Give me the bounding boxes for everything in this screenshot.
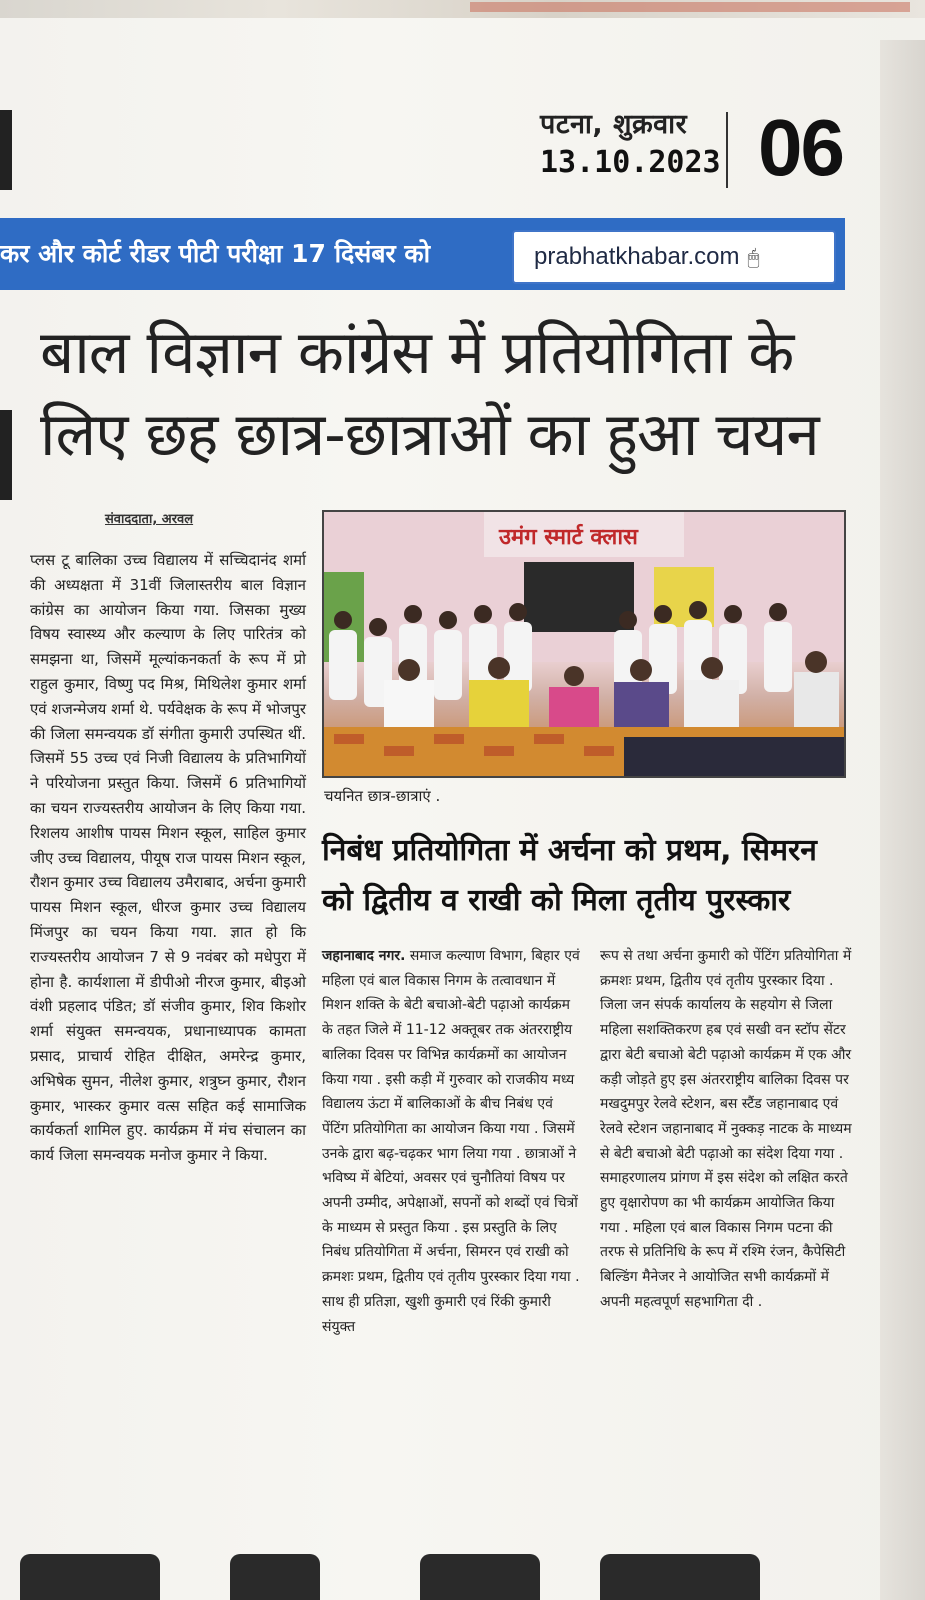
story1-body: प्लस टू बालिका उच्च विद्यालय में सच्चिदानंद शर्मा की अध्यक्षता में 31वीं जिलास्तरीय बाल विज्ञान कांग्रेस का आयोजन किया गया. जिसका मुख्य विषय स्वास्थ्य और कल्याण के लिए पारितंत्र को समझना था, जिसमें मूल्यांकनकर्ता के रूप में प्रो राहुल कुमार, विष्णु पद मिश्र, मिथिलेश कुमार शर्मा एवं शजन्मेजय शर्मा थे. पर्यवेक्षक के रूप में भोजपुर की जिला समन्वयक डॉ संगीता कुमारी उपस्थित थीं. जिसमें 55 उच्च एवं निजी विद्यालय के प्रतिभागियों ने परियोजना प्रस्तुत किया. जिसमें 6 प्रतिभागियों का चयन राज्यस्तरीय आयोजन के लिए किया गया. रिशलय आशीष पायस मिशन स्कूल, साहिल कुमार जीए उच्च विद्यालय, पीयूष राज पायस मिशन स्कूल, रौशन कुमार उच्च विद्यालय उमैराबाद, अर्चना कुमारी पायस मिशन स्कूल, धीरज कुमार उच्च विद्यालय मिंजपुर का चयन किया गया. ज्ञात हो कि राज्यस्तरीय आयोजन 7 से 9 नवंबर को मधेपुरा में होना है. कार्यशाला में डीपीओ नीरज कुमार, बीइओ वंशी प्रहलाद पंडित; डॉ संजीव कुमार, शिव किशोर शर्मा संयुक्त समन्वयक, प्रधानाध्यापक कामता प्रसाद, प्राचार्य रोहित दीक्षित, अमरेन्द्र कुमार, अभिषेक सुमन, नीलेश कुमार, शत्रुघ्न कुमार, रौशन कुमार, भास्कर कुमार वत्स सहित कई सामाजिक कार्यकर्ता शामिल हुए. कार्यक्रम में मंच संचालन का कार्य जिला समन्वयक मनोज कुमार ने किया. — [30, 551, 306, 1165]
city-day: पटना, शुक्रवार — [540, 109, 688, 140]
story1-headline — [40, 312, 860, 476]
banner-teaser: कर और कोर्ट रीडर पीटी परीक्षा 17 दिसंबर को — [0, 239, 431, 268]
story1-headline-line1: बाल विज्ञान कांग्रेस में प्रतियोगिता के — [40, 318, 794, 388]
byline: संवाददाता, अरवल — [105, 512, 194, 527]
dateline-divider — [726, 112, 728, 188]
photo-sign-text: उमंग स्मार्ट क्लास — [499, 525, 638, 550]
story2-body-part1: समाज कल्याण विभाग, बिहार एवं महिला एवं बाल विकास निगम के तत्वावधान में मिशन शक्ति के बेटी बचाओ-बेटी पढ़ाओ कार्यक्रम के तहत जिले में 11-12 अक्तूबर तक अंतरराष्ट्रीय बालिका दिवस पर विभिन्न कार्यक्रमों का आयोजन किया गया . इसी कड़ी में गुरुवार को राजकीय मध्य विद्यालय ऊंटा में बालिकाओं के बीच निबंध एवं पेंटिंग प्रतियोगिता का आयोजन किया गया . जिसमें उनके द्वारा बढ़-चढ़कर भाग लिया गया . छात्राओं ने भविष्य में बेटियां, अवसर एवं चुनौतियां विषय पर अपनी उम्मीद, अपेक्षाओं, सपनों को शब्दों एवं चित्रों के माध्यम से प्रस्तुत किया . इस प्रस्तुति के लिए निबंध प्रतियोगिता में अर्चना, सिमरन एवं राखी को क्रमशः प्रथम, द्वितीय एवं तृतीय पुरस्कार दिया गया . साथ ही प्रतिज्ञा, खुशी कुमारी एवं रिंकी कुमारी संयुक्त — [322, 948, 580, 1335]
story1-body-column — [30, 548, 306, 1168]
website-box — [512, 230, 836, 284]
page-right-edge — [880, 40, 925, 1600]
story2-headline-line2: को द्वितीय व राखी को मिला तृतीय पुरस्कार — [322, 883, 791, 918]
torn-top-edge — [0, 0, 925, 18]
next-headline-remnant — [0, 1540, 925, 1600]
cursor-icon: 🖱 — [747, 245, 760, 269]
story1-headline-line2: लिए छह छात्र-छात्राओं का हुआ चयन — [40, 400, 819, 470]
website-label: prabhatkhabar.com — [534, 243, 740, 270]
story2-column-1 — [322, 944, 580, 1339]
issue-date: 13.10.2023 — [540, 145, 721, 180]
story2-headline — [322, 826, 852, 926]
dateline — [540, 104, 721, 180]
story2-headline-line1: निबंध प्रतियोगिता में अर्चना को प्रथम, सिमरन — [322, 833, 817, 868]
photo-caption: चयनित छात्र-छात्राएं . — [324, 787, 441, 805]
story2-column-2 — [600, 944, 854, 1315]
story2-body-part2: रूप से तथा अर्चना कुमारी को पेंटिंग प्रतियोगिता में क्रमशः प्रथम, द्वितीय एवं तृतीय पुरस्कार दिया . जिला जन संपर्क कार्यालय के सहयोग से जिला महिला सशक्तिकरण हब एवं सखी वन स्टॉप सेंटर द्वारा बेटी बचाओ बेटी पढ़ाओ कार्यक्रम में एक और कड़ी जोड़ते हुए इस अंतरराष्ट्रीय बालिका दिवस पर मखदुमपुर रेलवे स्टेशन, बस स्टैंड जहानाबाद एवं रेलवे स्टेशन जहानाबाद में नुक्कड़ नाटक के माध्यम से बेटी बचाओ बेटी पढ़ाओ का संदेश दिया गया . समाहरणालय प्रांगण में इस संदेश को लक्षित करते हुए वृक्षारोपण का भी कार्यक्रम आयोजित किया गया . महिला एवं बाल विकास निगम पटना की तरफ से प्रतिनिधि के रूप में रश्मि रंजन, कैपेसिटी बिल्डिंग मैनेजर ने आयोजित सभी कार्यक्रमों में अपनी महत्वपूर्ण सहभागिता दी . — [600, 948, 852, 1310]
photo-illustration — [324, 512, 844, 776]
news-photo — [322, 510, 846, 778]
page-number: 06 — [758, 103, 843, 192]
adjacent-column-remnant — [0, 100, 14, 1580]
story2-dateline: जहानाबाद नगर. — [322, 948, 406, 964]
